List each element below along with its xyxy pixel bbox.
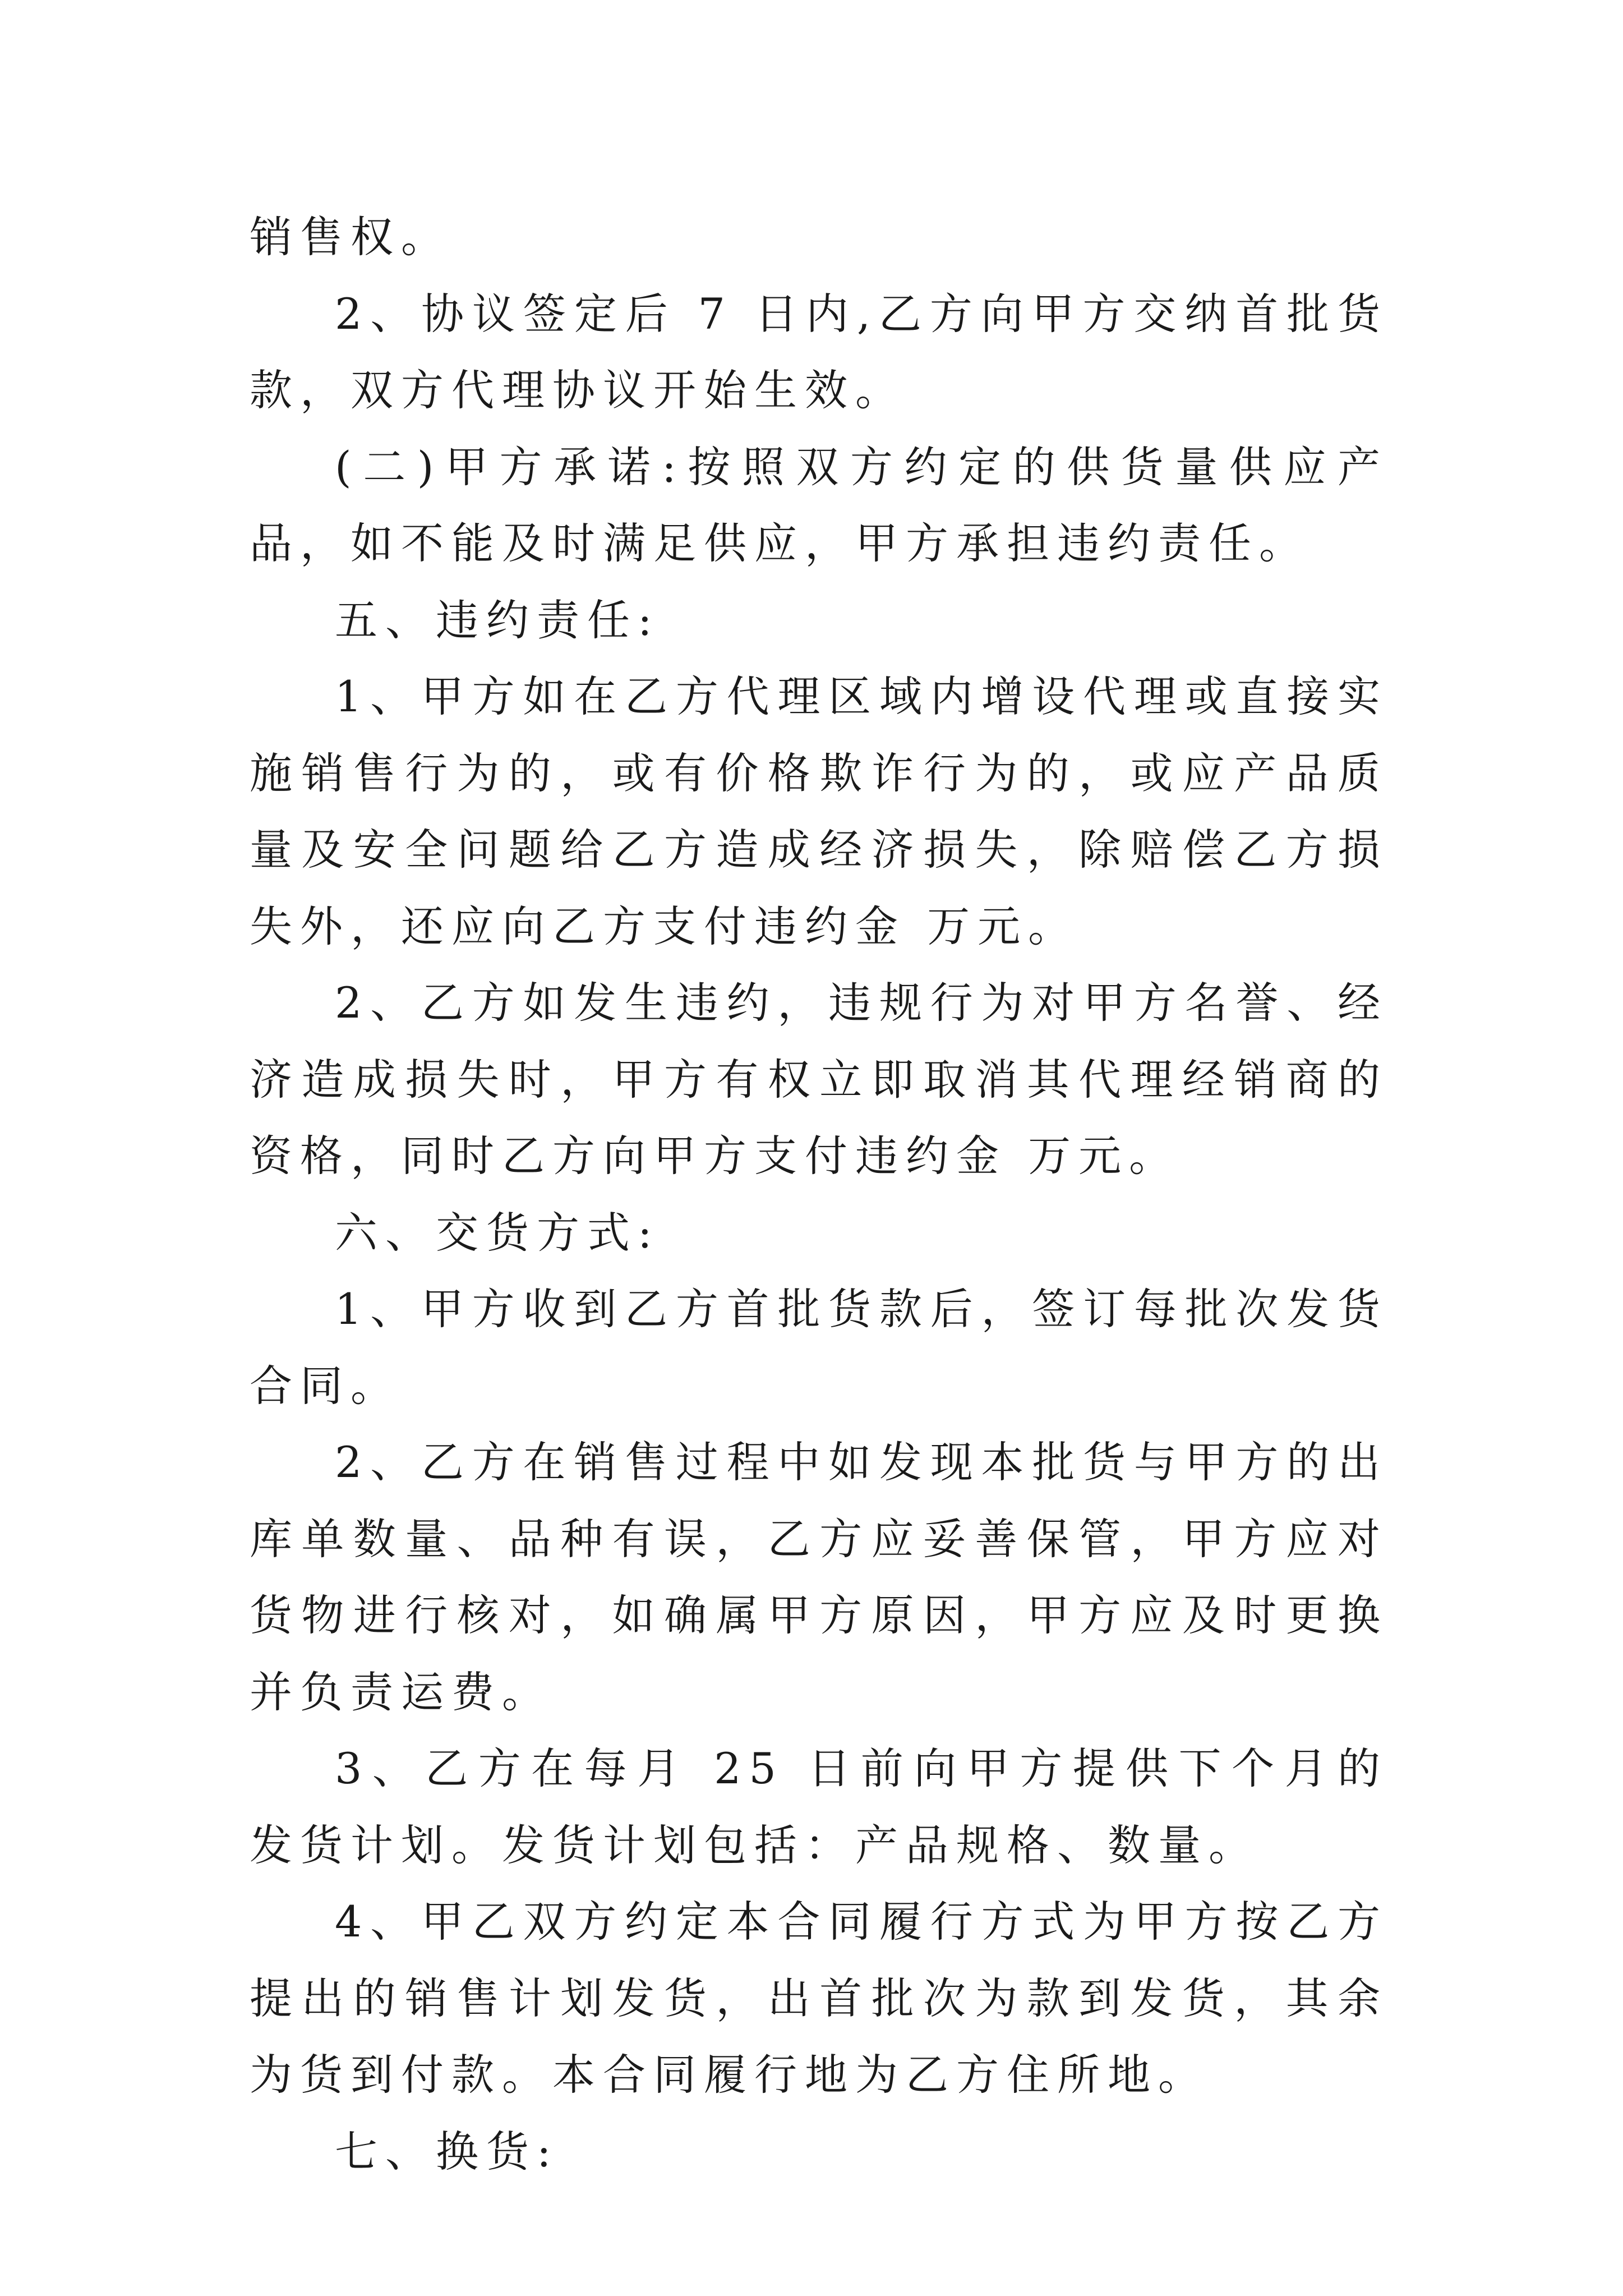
paragraph-delivery-2: 2、乙方在销售过程中如发现本批货与甲方的出库单数量、品种有误，乙方应妥善保管，甲方应对货物进行核对，如确属甲方原因，甲方应及时更换并负责运费。: [250, 1437, 1388, 1717]
section-heading-exchange: 七、换货:: [335, 2126, 559, 2177]
paragraph-breach-party-a: 1、甲方如在乙方代理区域内增设代理或直接实施销售行为的，或有价格欺诈行为的，或应产品质量及安全问题给乙方造成经济损失，除赔偿乙方损失外，还应向乙方支付违约金 万元。: [250, 671, 1388, 951]
paragraph-delivery-3: 3、乙方在每月 25 日前向甲方提供下个月的发货计划。发货计划包括：产品规格、数量。: [250, 1743, 1388, 1870]
paragraph-breach-party-b: 2、乙方如发生违约，违规行为对甲方名誉、经济造成损失时，甲方有权立即取消其代理经销商的资格，同时乙方向甲方支付违约金 万元。: [250, 978, 1388, 1181]
paragraph-continuation: 销售权。: [250, 212, 451, 262]
paragraph-clause-2: 2、协议签定后 7 日内,乙方向甲方交纳首批货款，双方代理协议开始生效。: [250, 288, 1388, 415]
paragraph-party-a-commitment: (二)甲方承诺:按照双方约定的供货量供应产品，如不能及时满足供应，甲方承担违约责任。: [250, 441, 1388, 568]
paragraph-delivery-4: 4、甲乙双方约定本合同履行方式为甲方按乙方提出的销售计划发货，出首批次为款到发货，其余为货到付款。本合同履行地为乙方住所地。: [250, 1897, 1388, 2100]
section-heading-delivery: 六、交货方式:: [335, 1207, 660, 1258]
paragraph-delivery-1: 1、甲方收到乙方首批货款后，签订每批次发货合同。: [250, 1284, 1388, 1411]
section-heading-breach-liability: 五、违约责任:: [335, 595, 660, 645]
document-body: [250, 199, 1388, 2190]
